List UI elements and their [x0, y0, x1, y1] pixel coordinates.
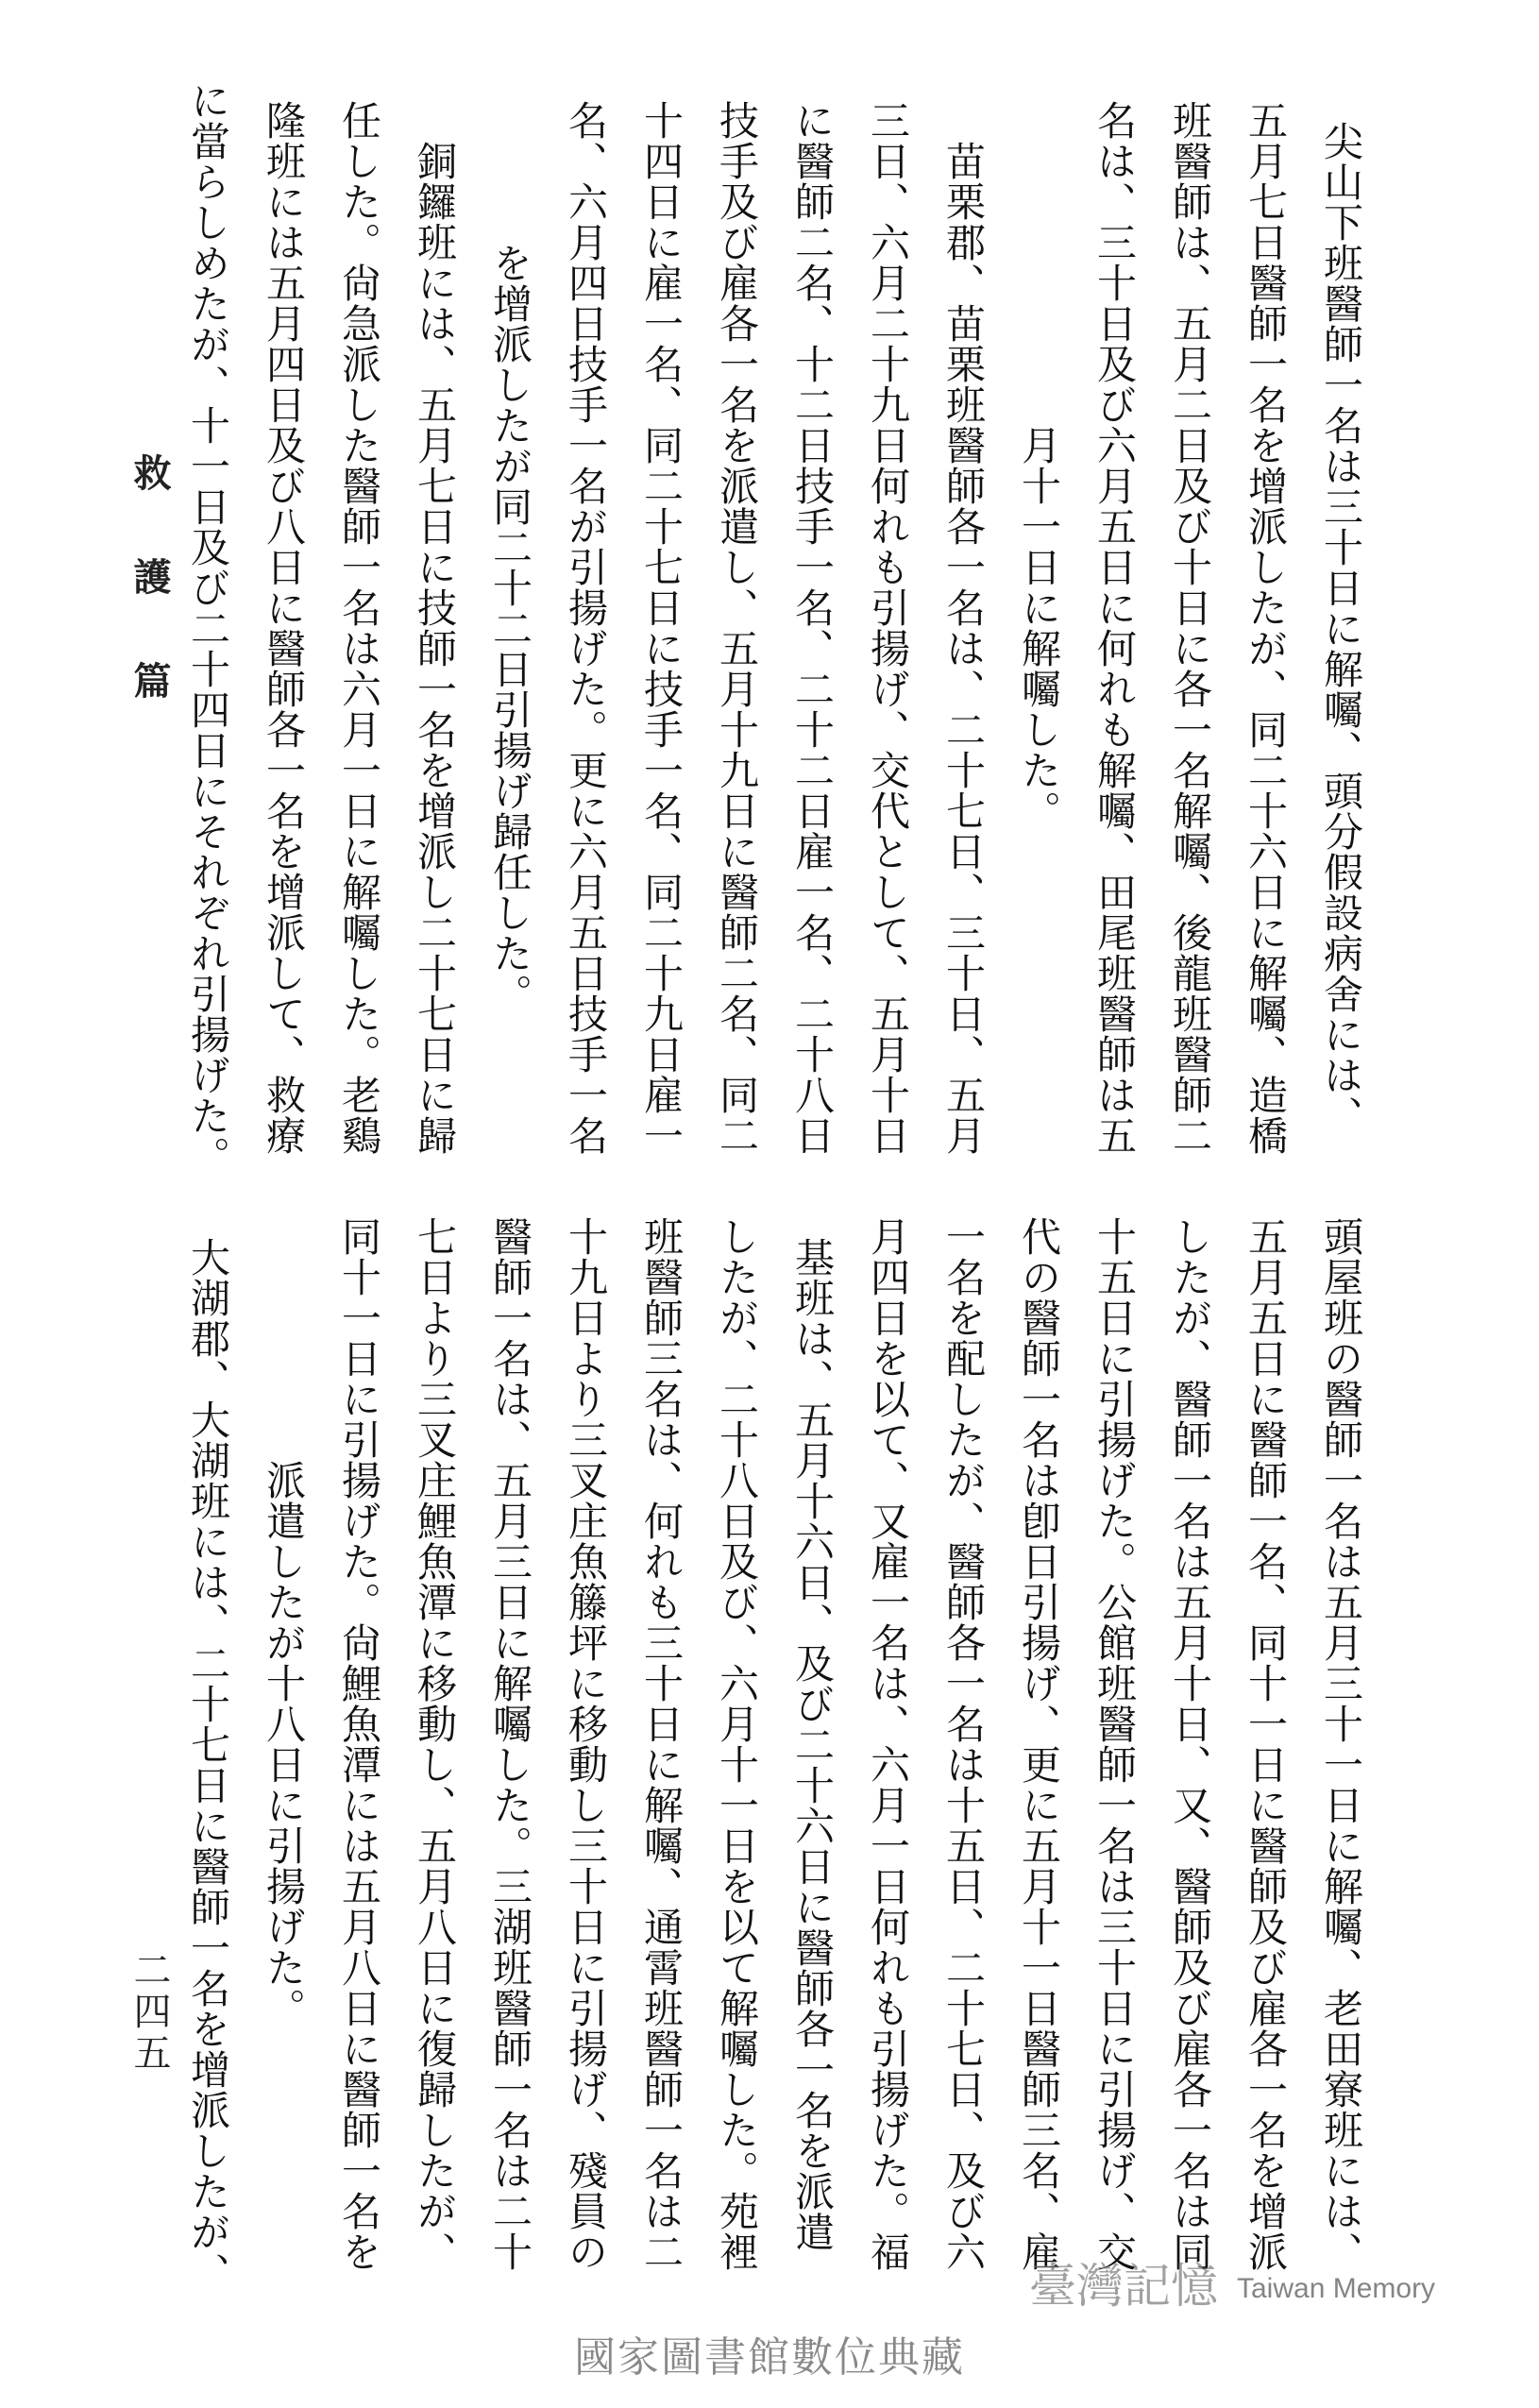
text-line: 頭屋班の醫師一名は五月三十一日に解囑、老田寮班には、	[1318, 1216, 1364, 2272]
text-line: 銅鑼班には、五月七日に技師一名を增派し二十七日に歸	[412, 141, 458, 1156]
lower-text-block	[170, 1192, 1378, 2297]
text-line: 隆班には五月四日及び八日に醫師各一名を增派して、救療	[261, 100, 307, 1156]
text-line: 三日、六月二十九日何れも引揚げ、交代として、五月十日	[865, 100, 911, 1156]
text-line: に當らしめたが、十一日及び二十四日にそれぞれ引揚げた。	[185, 79, 231, 1177]
text-line: 一名を配したが、醫師各一名は十五日、二十七日、及び六	[940, 1216, 987, 2272]
text-line: 月四日を以て、又雇一名は、六月一日何れも引揚げた。福	[865, 1216, 911, 2272]
page-number: 二四五	[127, 1950, 171, 2075]
text-line: 代の醫師一名は卽日引揚げ、更に五月十一日醫師三名、雇	[1016, 1216, 1062, 2272]
text-line: 技手及び雇各一名を派遣し、五月十九日に醫師二名、同二	[714, 100, 760, 1156]
text-line: 五月五日に醫師一名、同十一日に醫師及び雇各一名を增派	[1243, 1216, 1289, 2272]
text-line: 大湖郡、大湖班には、二十七日に醫師一名を增派したが、	[185, 1236, 231, 2293]
text-line: 十四日に雇一名、同二十七日に技手一名、同二十九日雇一	[638, 100, 685, 1156]
text-line: 十九日より三叉庄魚籐坪に移動し三十日に引揚げ、殘員の	[563, 1216, 609, 2272]
text-line: したが、醫師一名は五月十日、又、醫師及び雇各一名は同	[1167, 1216, 1213, 2272]
text-line: を增派したが同二十二日引揚げ歸任した。	[487, 242, 533, 1014]
text-line: したが、二十八日及び、六月十一日を以て解囑した。苑裡	[714, 1216, 760, 2272]
text-line: 基班は、五月十六日、及び二十六日に醫師各一名を派遣	[789, 1236, 836, 2252]
text-line: 十五日に引揚げた。公館班醫師一名は三十日に引揚げ、交	[1091, 1216, 1138, 2272]
text-line: 五月七日醫師一名を增派したが、同二十六日に解囑、造橋	[1243, 100, 1289, 1156]
running-header: 救護篇	[127, 453, 172, 765]
text-line: 七日より三叉庄鯉魚潭に移動し、五月八日に復歸したが、	[412, 1216, 458, 2272]
text-line: 尖山下班醫師一名は三十日に解囑、頭分假設病舍には、	[1318, 120, 1364, 1136]
text-line: 名、六月四日技手一名が引揚げた。更に六月五日技手一名	[563, 100, 609, 1156]
text-line: 月十一日に解囑した。	[1016, 425, 1062, 831]
text-line: 班醫師は、五月二日及び十日に各一名解囑、後龍班醫師二	[1167, 100, 1213, 1156]
text-line: 任した。尙急派した醫師一名は六月一日に解囑した。老鷄	[336, 100, 382, 1156]
text-line: に醫師二名、十二日技手一名、二十二日雇一名、二十八日	[789, 100, 836, 1156]
footer-credit: 國家圖書館數位典藏	[574, 2333, 965, 2382]
text-line: 苗栗郡、苗栗班醫師各一名は、二十七日、三十日、五月	[940, 141, 987, 1156]
watermark-main: 臺灣記憶	[1029, 2259, 1218, 2314]
text-line: 班醫師三名は、何れも三十日に解囑、通霄班醫師一名は二	[638, 1216, 685, 2272]
text-line: 派遣したが十八日に引揚げた。	[261, 1460, 307, 2028]
text-line: 醫師一名は、五月三日に解囑した。三湖班醫師一名は二十	[487, 1216, 533, 2272]
upper-text-block	[170, 76, 1378, 1180]
text-line: 同十一日に引揚げた。尙鯉魚潭には五月八日に醫師一名を	[336, 1216, 382, 2272]
watermark-sub: Taiwan Memory	[1237, 2273, 1436, 2304]
text-line: 名は、三十日及び六月五日に何れも解囑、田尾班醫師は五	[1091, 100, 1138, 1156]
